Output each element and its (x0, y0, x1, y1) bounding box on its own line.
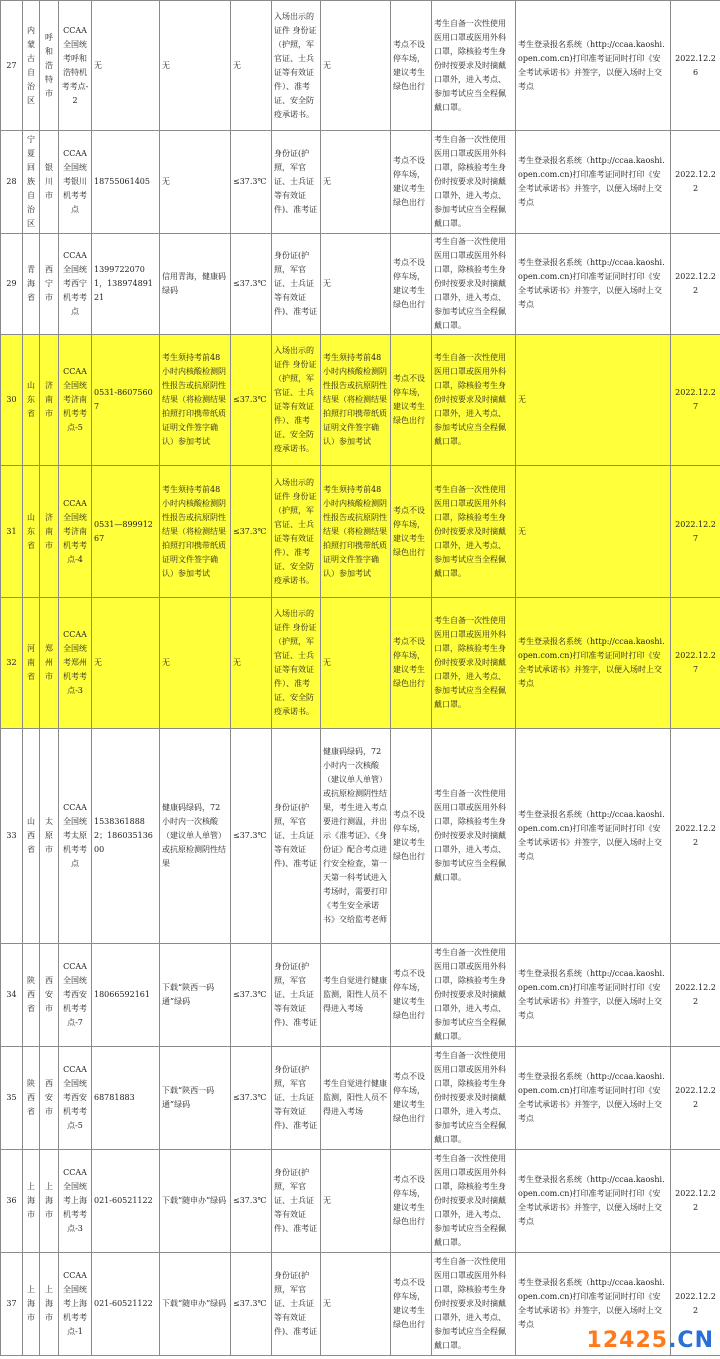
province-cell: 山东省 (23, 335, 40, 466)
health-code-cell: 信用青海，健康码绿码 (160, 234, 231, 335)
province-cell: 陕西省 (23, 944, 40, 1047)
parking-cell: 考点不设停车场，建议考生绿色出行 (391, 1, 432, 131)
site-name-cell: CCAA全国统考上海机考考点-1 (59, 1253, 92, 1356)
phone-cell: 68781883 (92, 1047, 160, 1150)
date-cell: 2022.12.22 (671, 1253, 720, 1356)
parking-cell: 考点不设停车场，建议考生绿色出行 (391, 598, 432, 729)
temperature-cell: ≤37.3℃ (231, 335, 272, 466)
province-cell: 山东省 (23, 466, 40, 598)
site-name-cell: CCAA全国统考西安机考考点-5 (59, 1047, 92, 1150)
site-name-cell: CCAA全国统考济南机考考点-4 (59, 466, 92, 598)
parking-cell: 考点不设停车场，建议考生绿色出行 (391, 729, 432, 944)
extra-requirement-cell: 考生自觉进行健康监测，阳性人员不得进入考场 (321, 944, 391, 1047)
note-cell: 考生登录报名系统（http://ccaa.kaoshi.open.com.cn)打印准考证同时打印《安全考试承诺书》并签字，以便入场时上交考点 (516, 131, 671, 234)
parking-cell: 考点不设停车场，建议考生绿色出行 (391, 1253, 432, 1356)
note-cell: 考生登录报名系统（http://ccaa.kaoshi.open.com.cn)打印准考证同时打印《安全考试承诺书》并签字，以便入场时上交考点 (516, 234, 671, 335)
phone-cell: 021-60521122 (92, 1150, 160, 1253)
table-row (1, 335, 720, 466)
mask-requirement-cell: 考生自备一次性使用医用口罩或医用外科口罩，除核验考生身份时按要求及时摘戴口罩外，进入考点、参加考试应当全程佩戴口罩。 (432, 131, 516, 234)
table-row (1, 234, 720, 335)
note-cell: 考生登录报名系统（http://ccaa.kaoshi.open.com.cn)打印准考证同时打印《安全考试承诺书》并签字，以便入场时上交考点 (516, 1, 671, 131)
row-number: 30 (1, 335, 23, 466)
city-cell: 济南市 (40, 466, 59, 598)
note-cell: 考生登录报名系统（http://ccaa.kaoshi.open.com.cn)打印准考证同时打印《安全考试承诺书》并签字，以便入场时上交考点 (516, 598, 671, 729)
site-name-cell: CCAA全国统考西安机考考点-7 (59, 944, 92, 1047)
row-number: 35 (1, 1047, 23, 1150)
extra-requirement-cell: 考生须持考前48小时内核酸检测阴性报告或抗原阴性结果（将检测结果拍照打印携带纸质证明文件签字确认）参加考试 (321, 466, 391, 598)
temperature-cell: ≤37.3℃ (231, 234, 272, 335)
date-cell: 2022.12.22 (671, 234, 720, 335)
phone-cell: 无 (92, 598, 160, 729)
city-cell: 西宁市 (40, 234, 59, 335)
temperature-cell: ≤37.3℃ (231, 1150, 272, 1253)
mask-requirement-cell: 考生自备一次性使用医用口罩或医用外科口罩，除核验考生身份时按要求及时摘戴口罩外，进入考点、参加考试应当全程佩戴口罩。 (432, 1253, 516, 1356)
extra-requirement-cell: 无 (321, 1, 391, 131)
site-name-cell: CCAA全国统考郑州机考考点-3 (59, 598, 92, 729)
health-code-cell: 考生须持考前48小时内核酸检测阴性报告或抗原阴性结果（将检测结果拍照打印携带纸质证明文件签字确认）参加考试 (160, 335, 231, 466)
date-cell: 2022.12.22 (671, 1150, 720, 1253)
id-requirement-cell: 身份证(护照，军官证、士兵证等有效证件)、准考证 (272, 944, 321, 1047)
temperature-cell: ≤37.3℃ (231, 1047, 272, 1150)
temperature-cell: 无 (231, 598, 272, 729)
note-cell: 考生登录报名系统（http://ccaa.kaoshi.open.com.cn)打印准考证同时打印《安全考试承诺书》并签字，以便入场时上交考点 (516, 1253, 671, 1356)
date-cell: 2022.12.27 (671, 598, 720, 729)
extra-requirement-cell: 无 (321, 598, 391, 729)
mask-requirement-cell: 考生自备一次性使用医用口罩或医用外科口罩，除核验考生身份时按要求及时摘戴口罩外，进入考点、参加考试应当全程佩戴口罩。 (432, 1, 516, 131)
mask-requirement-cell: 考生自备一次性使用医用口罩或医用外科口罩，除核验考生身份时按要求及时摘戴口罩外，进入考点、参加考试应当全程佩戴口罩。 (432, 234, 516, 335)
province-cell: 青海省 (23, 234, 40, 335)
health-code-cell: 下载“随申办”绿码 (160, 1150, 231, 1253)
health-code-cell: 下载“随申办”绿码 (160, 1253, 231, 1356)
date-cell: 2022.12.26 (671, 1, 720, 131)
phone-cell: 15383618882；18603513600 (92, 729, 160, 944)
city-cell: 上海市 (40, 1253, 59, 1356)
province-cell: 河南省 (23, 598, 40, 729)
site-name-cell: CCAA全国统考呼和浩特机考考点-2 (59, 1, 92, 131)
id-requirement-cell: 入场出示的证件 身份证（护照，军官证、士兵证等有效证件）、准考证、安全防疫承诺书。 (272, 335, 321, 466)
extra-requirement-cell: 考生须持考前48小时内核酸检测阴性报告或抗原阴性结果（将检测结果拍照打印携带纸质证明文件签字确认）参加考试 (321, 335, 391, 466)
phone-cell: 021-60521122 (92, 1253, 160, 1356)
mask-requirement-cell: 考生自备一次性使用医用口罩或医用外科口罩，除核验考生身份时按要求及时摘戴口罩外，进入考点、参加考试应当全程佩戴口罩。 (432, 598, 516, 729)
table-row (1, 1047, 720, 1150)
note-cell: 考生登录报名系统（http://ccaa.kaoshi.open.com.cn)打印准考证同时打印《安全考试承诺书》并签字，以便入场时上交考点 (516, 1150, 671, 1253)
province-cell: 上海市 (23, 1150, 40, 1253)
health-code-cell: 下载“陕西一码通”绿码 (160, 944, 231, 1047)
note-cell: 考生登录报名系统（http://ccaa.kaoshi.open.com.cn)打印准考证同时打印《安全考试承诺书》并签字，以便入场时上交考点 (516, 1047, 671, 1150)
province-cell: 陕西省 (23, 1047, 40, 1150)
mask-requirement-cell: 考生自备一次性使用医用口罩或医用外科口罩，除核验考生身份时按要求及时摘戴口罩外，进入考点、参加考试应当全程佩戴口罩。 (432, 335, 516, 466)
row-number: 33 (1, 729, 23, 944)
extra-requirement-cell: 考生自觉进行健康监测，阳性人员不得进入考场 (321, 1047, 391, 1150)
id-requirement-cell: 入场出示的证件 身份证（护照，军官证、士兵证等有效证件）、准考证、安全防疫承诺书。 (272, 1, 321, 131)
city-cell: 上海市 (40, 1150, 59, 1253)
parking-cell: 考点不设停车场，建议考生绿色出行 (391, 234, 432, 335)
health-code-cell: 下载“陕西一码通”绿码 (160, 1047, 231, 1150)
phone-cell: 0531-86075607 (92, 335, 160, 466)
mask-requirement-cell: 考生自备一次性使用医用口罩或医用外科口罩，除核验考生身份时按要求及时摘戴口罩外，进入考点、参加考试应当全程佩戴口罩。 (432, 1150, 516, 1253)
extra-requirement-cell: 无 (321, 1150, 391, 1253)
table-row (1, 1150, 720, 1253)
temperature-cell: ≤37.3℃ (231, 131, 272, 234)
date-cell: 2022.12.22 (671, 944, 720, 1047)
parking-cell: 考点不设停车场，建议考生绿色出行 (391, 131, 432, 234)
mask-requirement-cell: 考生自备一次性使用医用口罩或医用外科口罩，除核验考生身份时按要求及时摘戴口罩外，进入考点、参加考试应当全程佩戴口罩。 (432, 466, 516, 598)
parking-cell: 考点不设停车场，建议考生绿色出行 (391, 1047, 432, 1150)
site-watermark (587, 1328, 714, 1353)
id-requirement-cell: 身份证(护照，军官证、士兵证等有效证件)、准考证 (272, 1047, 321, 1150)
id-requirement-cell: 身份证(护照，军官证、士兵证等有效证件)、准考证 (272, 234, 321, 335)
city-cell: 太原市 (40, 729, 59, 944)
phone-cell: 0531—89991267 (92, 466, 160, 598)
city-cell: 济南市 (40, 335, 59, 466)
site-name-cell: CCAA全国统考上海机考考点-3 (59, 1150, 92, 1253)
temperature-cell: ≤37.3℃ (231, 944, 272, 1047)
city-cell: 呼和浩特市 (40, 1, 59, 131)
table-body (1, 1, 720, 1356)
row-number: 27 (1, 1, 23, 131)
extra-requirement-cell: 健康码绿码，72小时内一次核酸（建议单人单管）或抗原检测阴性结果，考生进入考点要进行测温，并出示《准考证》、《身份证》配合考点进行安全检查，第一天第一科考试进入考场时，需要打印《考生安全承诺书》交给监考老师 (321, 729, 391, 944)
table-row (1, 131, 720, 234)
phone-cell: 13997220701，13897489121 (92, 234, 160, 335)
id-requirement-cell: 身份证(护照，军官证、士兵证等有效证件)、准考证 (272, 131, 321, 234)
watermark-part-a: 12425 (586, 1328, 669, 1353)
temperature-cell: ≤37.3℃ (231, 1253, 272, 1356)
note-cell: 考生登录报名系统（http://ccaa.kaoshi.open.com.cn)打印准考证同时打印《安全考试承诺书》并签字，以便入场时上交考点 (516, 729, 671, 944)
date-cell: 2022.12.27 (671, 335, 720, 466)
row-number: 34 (1, 944, 23, 1047)
province-cell: 内蒙古自治区 (23, 1, 40, 131)
row-number: 28 (1, 131, 23, 234)
parking-cell: 考点不设停车场，建议考生绿色出行 (391, 335, 432, 466)
date-cell: 2022.12.27 (671, 466, 720, 598)
row-number: 37 (1, 1253, 23, 1356)
site-name-cell: CCAA全国统考银川机考考点 (59, 131, 92, 234)
id-requirement-cell: 身份证(护照，军官证、士兵证等有效证件)、准考证 (272, 1253, 321, 1356)
health-code-cell: 无 (160, 598, 231, 729)
note-cell: 无 (516, 466, 671, 598)
province-cell: 上海市 (23, 1253, 40, 1356)
table-row (1, 466, 720, 598)
health-code-cell: 无 (160, 1, 231, 131)
date-cell: 2022.12.22 (671, 131, 720, 234)
city-cell: 西安市 (40, 1047, 59, 1150)
province-cell: 宁夏回族自治区 (23, 131, 40, 234)
watermark-part-b: .CN (668, 1328, 714, 1353)
health-code-cell: 健康码绿码，72小时内一次核酸（建议单人单管）或抗原检测阴性结果 (160, 729, 231, 944)
health-code-cell: 考生须持考前48小时内核酸检测阴性报告或抗原阴性结果（将检测结果拍照打印携带纸质证明文件签字确认）参加考试 (160, 466, 231, 598)
mask-requirement-cell: 考生自备一次性使用医用口罩或医用外科口罩，除核验考生身份时按要求及时摘戴口罩外，进入考点、参加考试应当全程佩戴口罩。 (432, 729, 516, 944)
temperature-cell: 无 (231, 1, 272, 131)
date-cell: 2022.12.22 (671, 729, 720, 944)
extra-requirement-cell: 无 (321, 131, 391, 234)
city-cell: 郑州市 (40, 598, 59, 729)
city-cell: 银川市 (40, 131, 59, 234)
parking-cell: 考点不设停车场，建议考生绿色出行 (391, 944, 432, 1047)
phone-cell: 18066592161 (92, 944, 160, 1047)
temperature-cell: ≤37.3℃ (231, 466, 272, 598)
row-number: 32 (1, 598, 23, 729)
site-name-cell: CCAA全国统考西宁机考考点 (59, 234, 92, 335)
parking-cell: 考点不设停车场，建议考生绿色出行 (391, 1150, 432, 1253)
extra-requirement-cell: 无 (321, 234, 391, 335)
row-number: 36 (1, 1150, 23, 1253)
temperature-cell: ≤37.3℃ (231, 729, 272, 944)
row-number: 31 (1, 466, 23, 598)
table-row (1, 1, 720, 131)
note-cell: 考生登录报名系统（http://ccaa.kaoshi.open.com.cn)打印准考证同时打印《安全考试承诺书》并签字，以便入场时上交考点 (516, 944, 671, 1047)
mask-requirement-cell: 考生自备一次性使用医用口罩或医用外科口罩，除核验考生身份时按要求及时摘戴口罩外，进入考点、参加考试应当全程佩戴口罩。 (432, 1047, 516, 1150)
table-row (1, 729, 720, 944)
phone-cell: 无 (92, 1, 160, 131)
extra-requirement-cell: 无 (321, 1253, 391, 1356)
row-number: 29 (1, 234, 23, 335)
city-cell: 西安市 (40, 944, 59, 1047)
table-row (1, 944, 720, 1047)
id-requirement-cell: 身份证(护照，军官证、士兵证等有效证件)、准考证 (272, 729, 321, 944)
table-row (1, 598, 720, 729)
id-requirement-cell: 入场出示的证件 身份证（护照，军官证、士兵证等有效证件）、准考证、安全防疫承诺书。 (272, 598, 321, 729)
health-code-cell: 无 (160, 131, 231, 234)
id-requirement-cell: 入场出示的证件 身份证（护照，军官证、士兵证等有效证件）、准考证、安全防疫承诺书。 (272, 466, 321, 598)
site-name-cell: CCAA全国统考太原机考考点 (59, 729, 92, 944)
parking-cell: 考点不设停车场，建议考生绿色出行 (391, 466, 432, 598)
note-cell: 无 (516, 335, 671, 466)
site-name-cell: CCAA全国统考济南机考考点-5 (59, 335, 92, 466)
mask-requirement-cell: 考生自备一次性使用医用口罩或医用外科口罩，除核验考生身份时按要求及时摘戴口罩外，进入考点、参加考试应当全程佩戴口罩。 (432, 944, 516, 1047)
id-requirement-cell: 身份证(护照，军官证、士兵证等有效证件)、准考证 (272, 1150, 321, 1253)
province-cell: 山西省 (23, 729, 40, 944)
date-cell: 2022.12.22 (671, 1047, 720, 1150)
phone-cell: 18755061405 (92, 131, 160, 234)
